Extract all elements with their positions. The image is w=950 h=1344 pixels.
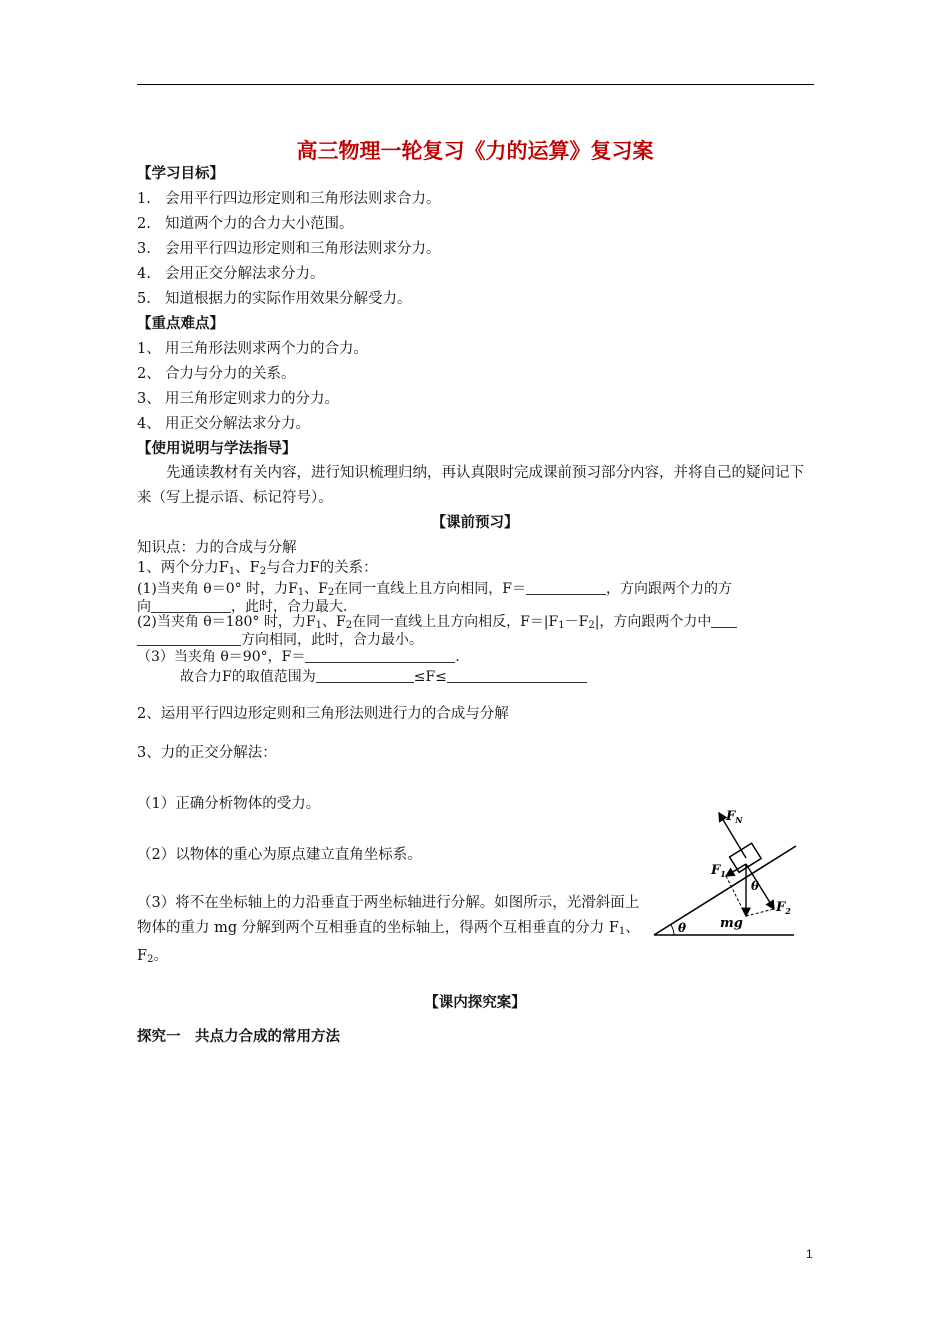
answer-blank[interactable] [711, 613, 737, 628]
page-title: 高三物理一轮复习《力的运算》复习案 [296, 139, 654, 163]
keypoint-item: 4、 用正交分解法求分力。 [137, 416, 310, 432]
label-f2: $F_2$ [776, 900, 791, 916]
case-1-line-1: (1)当夹角 θ＝0° 时，力$F_1$、$F_2$在同一直线上且方向相同，F＝ ，方向跟两个力的方 [137, 581, 732, 598]
explore-1-heading: 探究一 共点力合成的常用方法 [137, 1029, 340, 1045]
answer-blank[interactable] [526, 580, 606, 595]
answer-blank[interactable] [447, 668, 587, 683]
preview-heading: 【课前预习】 [431, 515, 519, 531]
inclass-heading: 【课内探究案】 [424, 995, 526, 1011]
base-angle-arc [671, 925, 674, 935]
case-1-line-2: 向 ，此时，合力最大. [137, 599, 348, 615]
keypoint-item: 1、 用三角形法则求两个力的合力。 [137, 341, 368, 357]
case-2-line-1: (2)当夹角 θ＝180° 时，力$F_1$、$F_2$在同一直线上且方向相反，$F=|F_1-F_2|$，方向跟两个力中 [137, 612, 737, 636]
goal-item: 2. 知道两个力的合力大小范围。 [137, 216, 354, 232]
incline-force-diagram [648, 798, 800, 940]
range-line: 故合力F的取值范围为 ≤F≤ [180, 667, 587, 687]
goal-item: 1. 会用平行四边形定则和三角形法则求合力。 [137, 191, 441, 207]
question-1: 1、两个分力$F_1$、$F_2$与合力F的关系： [137, 560, 378, 577]
header-rule [137, 84, 814, 85]
question-2: 2、运用平行四边形定则和三角形法则进行力的合成与分解 [137, 706, 509, 722]
keypoint-item: 3、 用三角形定则求力的分力。 [137, 391, 339, 407]
case-3: （3）当夹角 θ＝90°，F＝ . [137, 649, 460, 665]
keypoints-heading: 【重点难点】 [137, 316, 224, 332]
guide-text: 先通读教材有关内容，进行知识梳理归纳，再认真限时完成课前预习部分内容，并将自己的疑问记下来（写上提示语、标记符号）。 [137, 465, 804, 506]
guide-heading: 【使用说明与学法指导】 [137, 441, 297, 457]
answer-blank[interactable] [305, 648, 455, 663]
label-f1: $F_1$ [711, 863, 726, 879]
goal-item: 5. 知道根据力的实际作用效果分解受力。 [137, 291, 412, 307]
label-mg: mg [720, 916, 743, 931]
step-2: （2）以物体的重心为原点建立直角坐标系。 [137, 847, 422, 863]
step-1: （1）正确分析物体的受力。 [137, 796, 321, 812]
keypoint-item: 2、 合力与分力的关系。 [137, 366, 296, 382]
answer-blank[interactable] [137, 631, 241, 646]
question-3: 3、力的正交分解法： [137, 745, 277, 761]
case-2-line-2: 方向相同，此时，合力最小。 [137, 630, 423, 650]
answer-blank[interactable] [151, 598, 231, 613]
step-3: （3）将不在坐标轴上的力沿垂直于两坐标轴进行分解。如图所示，光滑斜面上物体的重力 mg 分解到两个互相垂直的坐标轴上，得两个互相垂直的分力 $F_1$、$F_2$。 [137, 895, 640, 965]
label-theta-top: θ [751, 879, 760, 893]
goals-heading: 【学习目标】 [137, 166, 224, 182]
answer-blank[interactable] [316, 668, 414, 683]
dashed-construction [726, 876, 774, 916]
page-number: 1 [806, 1247, 813, 1261]
label-fn: $F_N$ [726, 809, 743, 825]
goal-item: 4. 会用正交分解法求分力。 [137, 266, 325, 282]
goal-item: 3. 会用平行四边形定则和三角形法则求分力。 [137, 241, 441, 257]
knowledge-point: 知识点：力的合成与分解 [137, 540, 297, 556]
label-theta-base: θ [678, 921, 687, 935]
